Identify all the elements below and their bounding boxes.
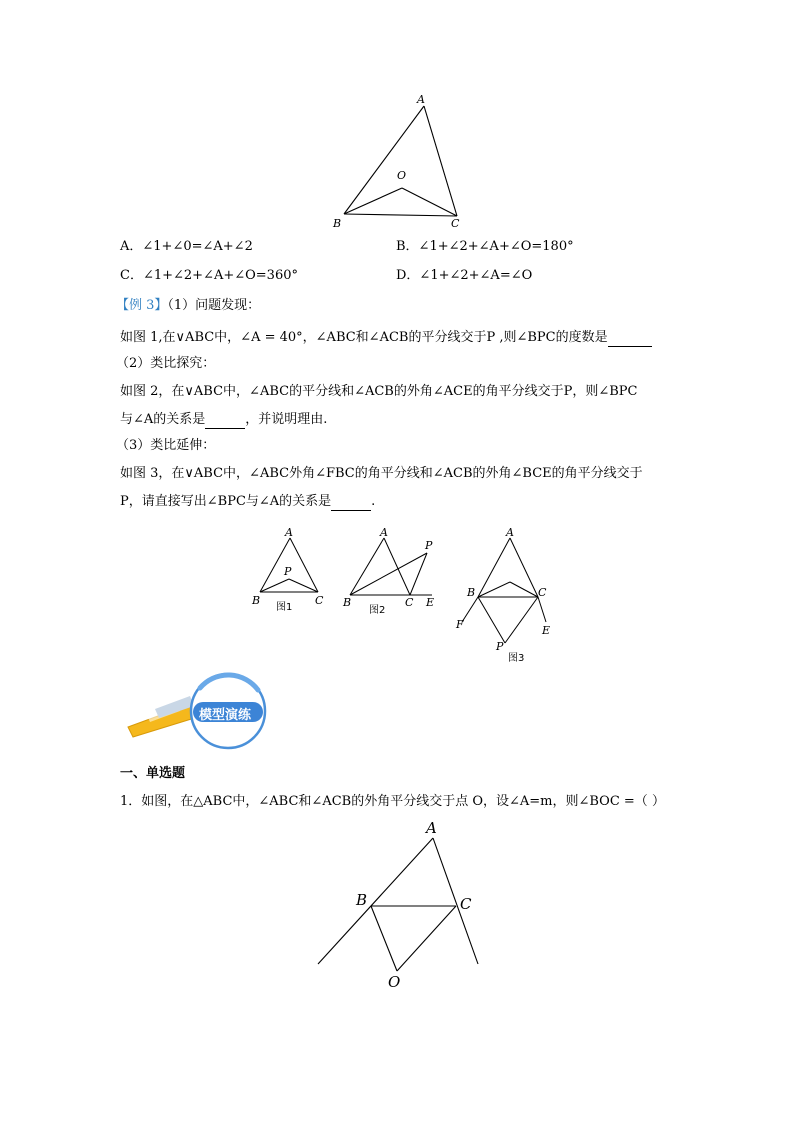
fig3-label-f: F [456,618,464,631]
section-title: 一、单选题 [120,766,186,781]
option-b: B．∠1+∠2+∠A+∠O=180° [396,239,574,254]
fig1-label-c: C [315,594,324,607]
part3-text-b: P，请直接写出∠BPC与∠A的关系是 [120,494,332,509]
option-d: D．∠1+∠2+∠A=∠O [396,268,533,283]
example3-part3-text-a: 如图 3，在∨ABC中，∠ABC外角∠FBC的角平分线和∠ACB的外角∠BCE的角平分线交于 [120,466,643,481]
fig3-label-p: P [496,640,504,653]
example3-part2-text-a: 如图 2，在∨ABC中，∠ABC的平分线和∠ACB的外角∠ACE的角平分线交于P，则∠BPC [120,384,638,399]
example3-part1-title: （1）问题发现： [167,298,261,313]
fig3-label-a: A [506,526,514,539]
part1-text: 如图 1,在∨ABC中，∠A = 40°，∠ABC和∠ACB的平分线交于P ,则∠BPC的度数是 [120,330,608,345]
fig3-label-c: C [538,586,547,599]
fig2-label-a: A [380,526,388,539]
example3-part2-title: （2）类比探究： [116,356,216,371]
fig-bottom-label-b: B [356,891,368,909]
fig-bottom-label-o: O [388,973,401,991]
fig2-label-e: E [426,596,435,609]
fig1-label-b: B [252,594,261,607]
example3-part3-title: （3）类比延伸： [116,438,216,453]
fig-bottom-label-a: A [426,819,437,837]
fig1-label-p: P [284,565,292,578]
part3-text-c: . [371,494,376,509]
fig-bottom-label-c: C [460,895,472,913]
fig2-caption: 图2 [369,605,386,616]
part2-text-b: 与∠A的关系是 [120,412,206,427]
fig-top-label-a: A [417,93,425,106]
option-c: C．∠1+∠2+∠A+∠O=360° [120,268,298,283]
fig-top-label-c: C [451,217,460,230]
option-a: A．∠1+∠0=∠A+∠2 [120,239,253,254]
banner-label: 模型演练 [199,708,252,723]
fig-top-label-o: O [397,169,407,182]
fig3-label-e: E [542,624,551,637]
example3-tag: 【例 3】 [116,298,168,313]
fig3-caption: 图3 [508,653,525,664]
fig1-caption: 图1 [276,602,293,613]
fig2-label-b: B [343,596,352,609]
fig1-label-a: A [285,526,293,539]
fig2-label-c: C [405,596,414,609]
fig-top-label-b: B [333,217,342,230]
fig3-label-b: B [467,586,476,599]
question1-text: 1．如图，在△ABC中，∠ABC和∠ACB的外角平分线交于点 O，设∠A=m，则∠BOC =（ ） [120,794,665,809]
fig2-label-p: P [425,539,433,552]
part2-text-c: ，并说明理由. [245,412,328,427]
